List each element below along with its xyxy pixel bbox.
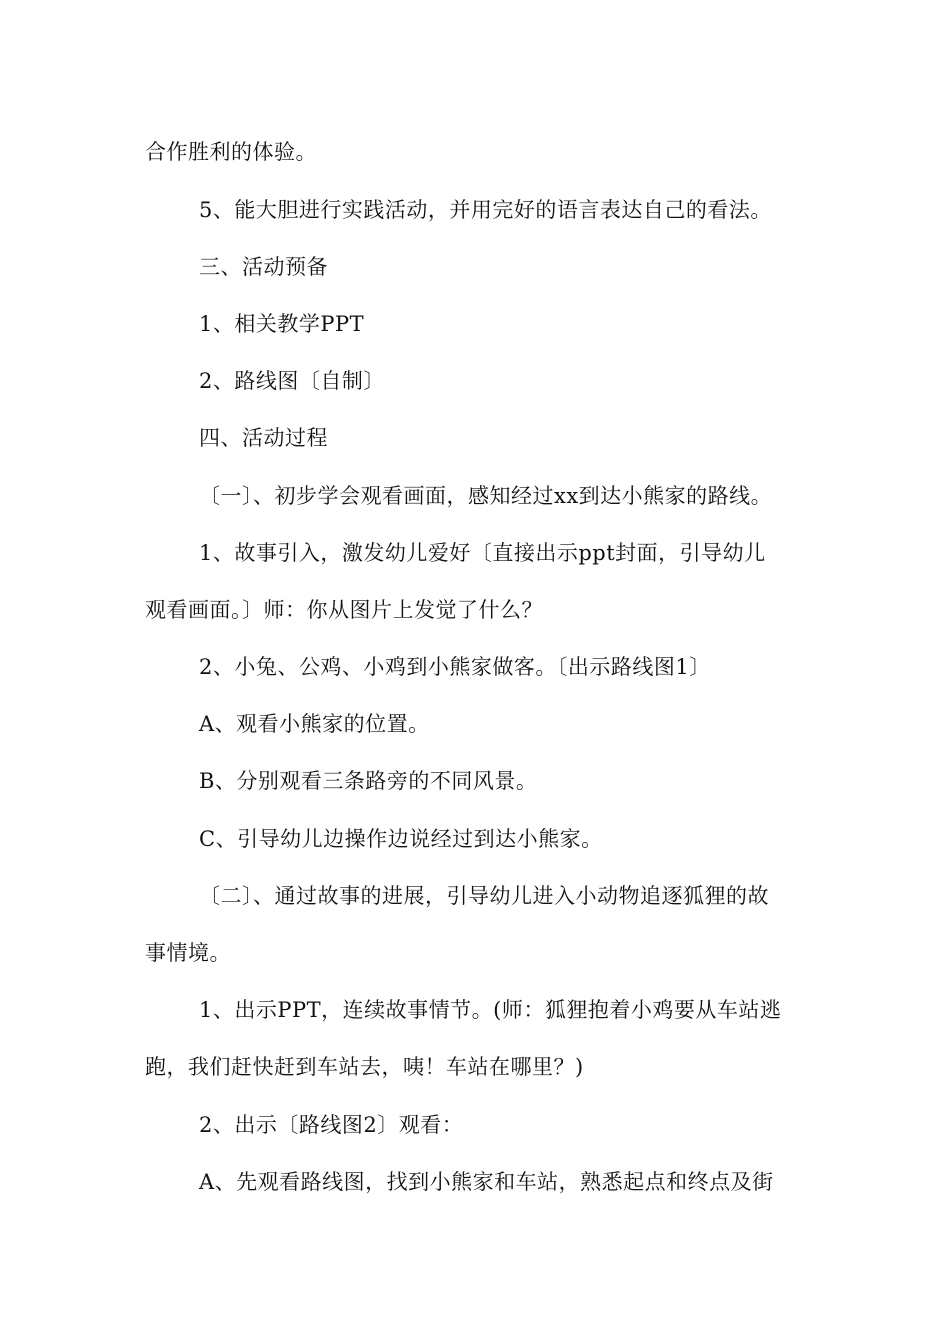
text-line: B、分别观看三条路旁的不同风景。 bbox=[199, 769, 538, 793]
text-line: 1、故事引入，激发幼儿爱好〔直接出示ppt封面，引导幼儿 bbox=[199, 541, 766, 565]
text-line: 1、相关教学PPT bbox=[199, 312, 365, 336]
text-line: 5、能大胆进行实践活动，并用完好的语言表达自己的看法。 bbox=[199, 198, 772, 222]
text-line: 合作胜利的体验。 bbox=[145, 140, 317, 164]
section-heading: 四、活动过程 bbox=[199, 426, 328, 450]
text-line: 〔二〕、通过故事的进展，引导幼儿进入小动物追逐狐狸的故 bbox=[199, 884, 769, 908]
text-line: 2、出示〔路线图2〕观看： bbox=[199, 1113, 464, 1137]
text-line: 观看画面。〕师：你从图片上发觉了什么？ bbox=[145, 598, 543, 622]
text-line: 〔一〕、初步学会观看画面，感知经过xx到达小熊家的路线。 bbox=[199, 484, 773, 508]
text-line: 2、路线图〔自制〕 bbox=[199, 369, 385, 393]
text-line: C、引导幼儿边操作边说经过到达小熊家。 bbox=[199, 827, 603, 851]
section-heading: 三、活动预备 bbox=[199, 255, 328, 279]
text-line: 1、出示PPT，连续故事情节。(师：狐狸抱着小鸡要从车站逃 bbox=[199, 998, 782, 1022]
text-line: 跑，我们赶快赶到车站去，咦！车站在哪里？) bbox=[145, 1055, 584, 1079]
text-line: 2、小兔、公鸡、小鸡到小熊家做客。〔出示路线图1〕 bbox=[199, 655, 711, 679]
text-line: 事情境。 bbox=[145, 941, 231, 965]
text-line: A、先观看路线图，找到小熊家和车站，熟悉起点和终点及街 bbox=[199, 1170, 774, 1194]
text-line: A、观看小熊家的位置。 bbox=[199, 712, 430, 736]
